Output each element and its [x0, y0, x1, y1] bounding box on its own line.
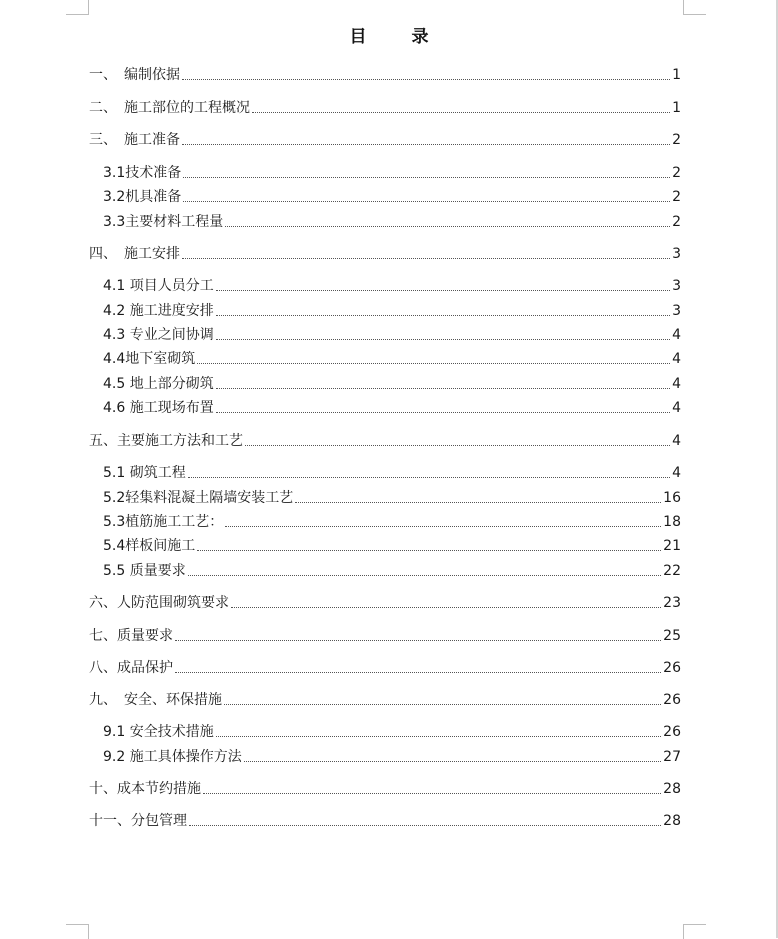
toc-page-number: 3 [672, 246, 681, 262]
toc-entry[interactable] [89, 778, 681, 798]
crop-mark-bottom-left [66, 924, 89, 939]
toc-page-number: 2 [672, 165, 681, 181]
toc-dot-leader [175, 639, 661, 641]
toc-entry-label: 4.1 项目人员分工 [103, 278, 214, 294]
toc-entry-label: 七、质量要求 [89, 628, 173, 644]
toc-page-number: 21 [663, 538, 681, 554]
toc-entry[interactable] [103, 162, 681, 182]
toc-dot-leader [183, 176, 670, 178]
toc-dot-leader [216, 411, 670, 413]
toc-entry-label: 二、 施工部位的工程概况 [89, 100, 250, 116]
toc-page-number: 25 [663, 628, 681, 644]
toc-dot-leader [197, 362, 670, 364]
toc-entry[interactable] [89, 64, 681, 84]
toc-page-number: 4 [672, 400, 681, 416]
toc-page-number: 4 [672, 376, 681, 392]
toc-dot-leader [183, 200, 670, 202]
toc-dot-leader [225, 525, 661, 527]
toc-page-number: 28 [663, 781, 681, 797]
toc-entry[interactable] [103, 275, 681, 295]
toc-entry-label: 十一、分包管理 [89, 813, 187, 829]
toc-entry[interactable] [89, 243, 681, 263]
toc-dot-leader [216, 338, 670, 340]
toc-dot-leader [182, 257, 670, 259]
toc-entry-label: 三、 施工准备 [89, 132, 180, 148]
toc-entry[interactable] [103, 348, 681, 368]
toc-page-number: 1 [672, 100, 681, 116]
toc-entry[interactable] [103, 721, 681, 741]
toc-page-number: 1 [672, 67, 681, 83]
toc-entry-label: 六、人防范围砌筑要求 [89, 595, 229, 611]
crop-mark-top-right [683, 0, 706, 15]
toc-entry-label: 9.2 施工具体操作方法 [103, 749, 242, 765]
toc-entry-label: 5.4样板间施工 [103, 538, 196, 554]
toc-entry-label: 一、 编制依据 [89, 67, 180, 83]
crop-mark-bottom-right [683, 924, 706, 939]
toc-dot-leader [295, 501, 661, 503]
toc-entry[interactable] [103, 560, 681, 580]
toc-entry-label: 3.3主要材料工程量 [103, 214, 224, 230]
toc-entry-label: 5.1 砌筑工程 [103, 465, 186, 481]
toc-entry-label: 5.5 质量要求 [103, 563, 186, 579]
toc-entry-label: 3.2机具准备 [103, 189, 182, 205]
toc-entry[interactable] [89, 430, 681, 450]
toc-entry[interactable] [89, 129, 681, 149]
toc-entry[interactable] [89, 592, 681, 612]
toc-dot-leader [188, 476, 670, 478]
toc-entry[interactable] [103, 535, 681, 555]
toc-dot-leader [245, 444, 670, 446]
toc-entry[interactable] [103, 487, 681, 507]
toc-dot-leader [203, 792, 661, 794]
toc-page-number: 2 [672, 214, 681, 230]
toc-page-number: 4 [672, 351, 681, 367]
toc-entry-label: 4.5 地上部分砌筑 [103, 376, 214, 392]
toc-entry[interactable] [103, 300, 681, 320]
toc-page-number: 3 [672, 278, 681, 294]
toc-entry[interactable] [103, 373, 681, 393]
toc-dot-leader [182, 78, 670, 80]
toc-dot-leader [188, 574, 661, 576]
toc-entry-label: 4.3 专业之间协调 [103, 327, 214, 343]
toc-page-number: 26 [663, 692, 681, 708]
toc-entry-label: 5.2轻集料混凝土隔墙安装工艺 [103, 490, 294, 506]
toc-page-number: 4 [672, 465, 681, 481]
toc-dot-leader [197, 549, 661, 551]
toc-dot-leader [244, 760, 661, 762]
toc-title: 目 录 [349, 27, 443, 47]
toc-entry-label: 九、 安全、环保措施 [89, 692, 222, 708]
toc-page-number: 2 [672, 189, 681, 205]
toc-entry[interactable] [103, 324, 681, 344]
toc-dot-leader [216, 314, 670, 316]
toc-entry[interactable] [89, 97, 681, 117]
toc-dot-leader [231, 606, 661, 608]
toc-dot-leader [182, 143, 670, 145]
toc-dot-leader [225, 225, 670, 227]
toc-entry[interactable] [89, 657, 681, 677]
toc-dot-leader [189, 824, 661, 826]
toc-entry[interactable] [103, 462, 681, 482]
toc-page-number: 27 [663, 749, 681, 765]
toc-page-number: 2 [672, 132, 681, 148]
toc-dot-leader [216, 387, 670, 389]
toc-entry-label: 3.1技术准备 [103, 165, 182, 181]
toc-entry[interactable] [103, 186, 681, 206]
crop-mark-top-left [66, 0, 89, 15]
toc-entry-label: 4.2 施工进度安排 [103, 303, 214, 319]
toc-entry[interactable] [103, 211, 681, 231]
toc-entry[interactable] [89, 625, 681, 645]
toc-entry[interactable] [103, 511, 681, 531]
toc-page-number: 4 [672, 433, 681, 449]
toc-entry[interactable] [89, 810, 681, 830]
toc-entry-label: 八、成品保护 [89, 660, 173, 676]
toc-dot-leader [252, 111, 670, 113]
toc-entry-label: 四、 施工安排 [89, 246, 180, 262]
toc-page-number: 23 [663, 595, 681, 611]
toc-page-number: 4 [672, 327, 681, 343]
toc-entry[interactable] [89, 689, 681, 709]
toc-page-number: 26 [663, 660, 681, 676]
toc-page-number: 18 [663, 514, 681, 530]
toc-entry-label: 4.6 施工现场布置 [103, 400, 214, 416]
toc-dot-leader [175, 671, 661, 673]
toc-entry-label: 十、成本节约措施 [89, 781, 201, 797]
toc-entry-label: 9.1 安全技术措施 [103, 724, 214, 740]
toc-entry[interactable] [103, 397, 681, 417]
toc-page-number: 26 [663, 724, 681, 740]
toc-dot-leader [216, 735, 661, 737]
toc-entry[interactable] [103, 746, 681, 766]
toc-entry-label: 五、主要施工方法和工艺 [89, 433, 243, 449]
toc-dot-leader [224, 703, 661, 705]
toc-page-number: 16 [663, 490, 681, 506]
toc-dot-leader [216, 289, 670, 291]
toc-page-number: 22 [663, 563, 681, 579]
toc-page-number: 3 [672, 303, 681, 319]
toc-page-number: 28 [663, 813, 681, 829]
toc-entry-label: 5.3植筋施工工艺： [103, 514, 224, 530]
toc-entry-label: 4.4地下室砌筑 [103, 351, 196, 367]
